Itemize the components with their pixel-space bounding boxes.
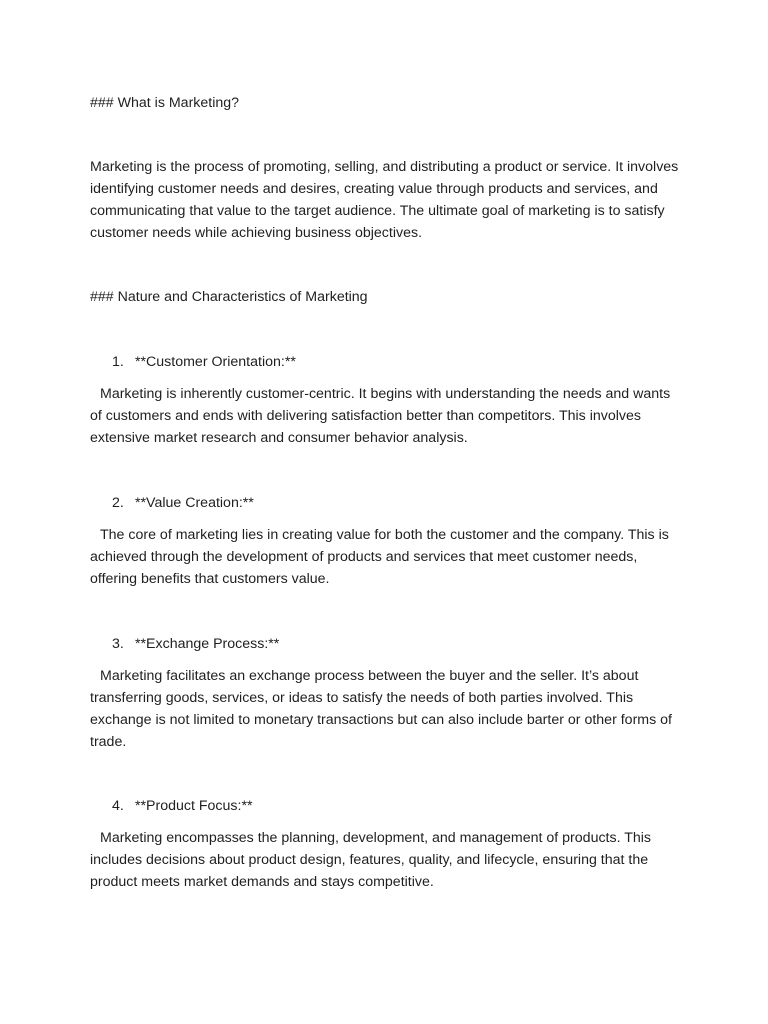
- section-heading-nature-characteristics: ### Nature and Characteristics of Marketing: [90, 289, 368, 305]
- list-item-label: **Product Focus:**: [135, 798, 253, 814]
- list-item-label: **Value Creation:**: [135, 495, 254, 511]
- list-item-body: Marketing encompasses the planning, development, and management of products. This includes decisions about product design, features, quality, and lifecycle, ensuring that the product meets market demands and stays competitive.: [90, 830, 652, 890]
- list-item-number: 3.: [112, 636, 124, 652]
- list-item-body: Marketing is inherently customer-centric. It begins with understanding the needs and wants of customers and ends with delivering satisfaction better than competitors. This involves extensive market research and consumer behavior analysis.: [90, 386, 671, 446]
- list-item-number: 1.: [112, 354, 124, 370]
- list-item-label: **Customer Orientation:**: [135, 354, 296, 370]
- list-item-body: Marketing facilitates an exchange process between the buyer and the seller. It’s about transferring goods, services, or ideas to satisfy the needs of both parties involved. This exchange is not limited to monetary transactions but can also include barter or other forms of trade.: [90, 668, 672, 750]
- list-item-label: **Exchange Process:**: [135, 636, 280, 652]
- intro-paragraph: Marketing is the process of promoting, selling, and distributing a product or service. It involves identifying customer needs and desires, creating value through products and services, and communicating that value to the target audience. The ultimate goal of marketing is to satisfy customer needs while achieving business objectives.: [90, 159, 679, 241]
- list-item-number: 4.: [112, 798, 124, 814]
- list-item-number: 2.: [112, 495, 124, 511]
- list-item-body: The core of marketing lies in creating value for both the customer and the company. This is achieved through the development of products and services that meet customer needs, offering benefits that customers value.: [90, 527, 669, 587]
- section-heading-what-is-marketing: ### What is Marketing?: [90, 95, 240, 111]
